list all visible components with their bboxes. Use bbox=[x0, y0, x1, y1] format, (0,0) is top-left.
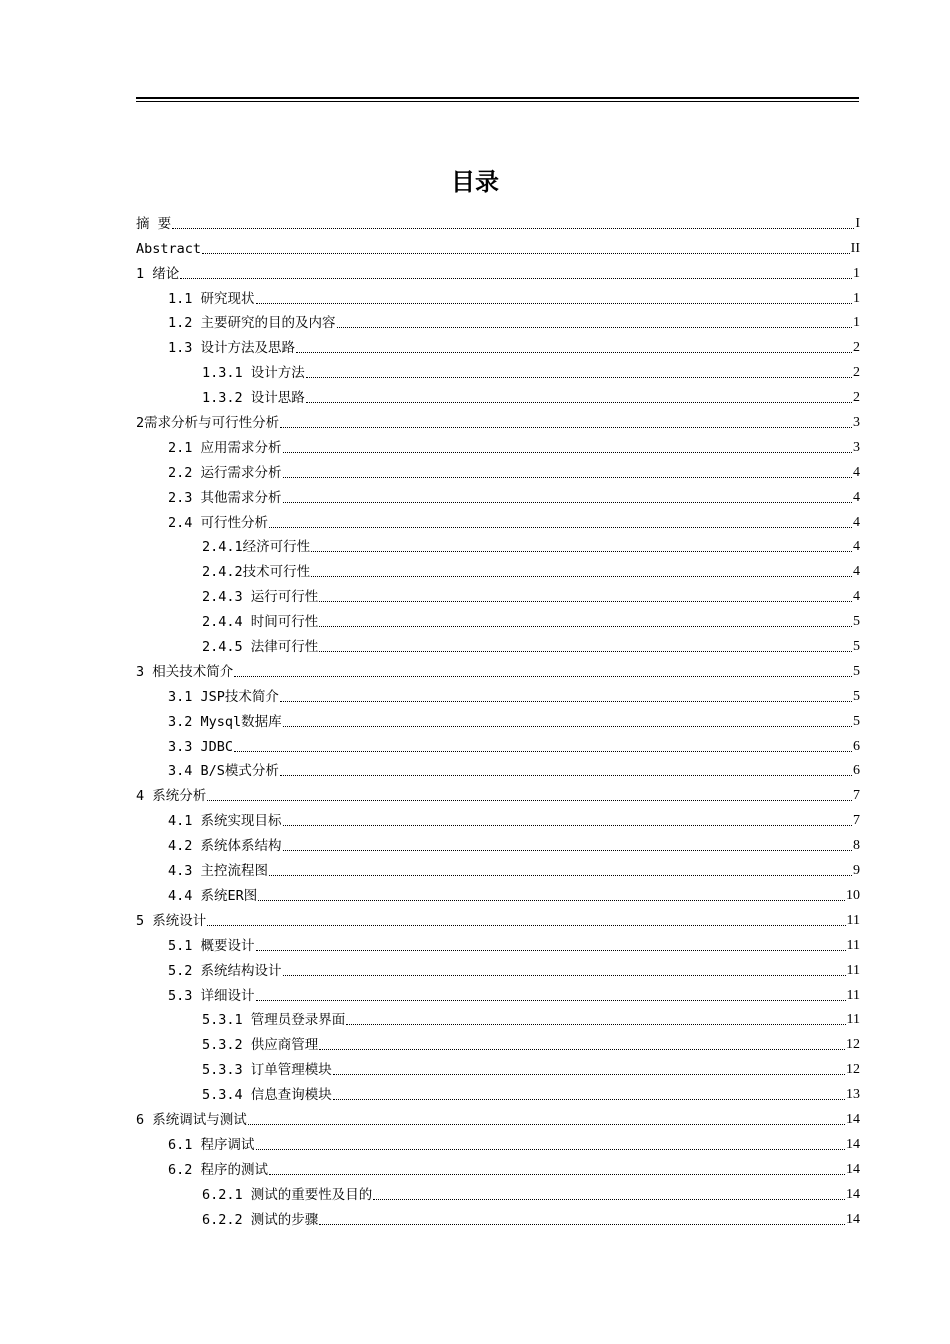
dot-leader bbox=[346, 1023, 845, 1025]
toc-entry[interactable] bbox=[136, 482, 860, 507]
toc-entry[interactable] bbox=[136, 332, 860, 357]
dot-leader bbox=[311, 575, 852, 577]
toc-entry-title: 3.2 Mysql数据库 bbox=[168, 713, 282, 730]
dot-leader bbox=[311, 550, 852, 552]
dot-leader bbox=[283, 725, 852, 727]
toc-entry-page: 1 bbox=[853, 315, 860, 331]
toc-entry-page: 10 bbox=[846, 887, 860, 903]
toc-entry-page: 6 bbox=[853, 763, 860, 779]
toc-entry-page: 2 bbox=[853, 390, 860, 406]
toc-entry-page: 5 bbox=[853, 614, 860, 630]
toc-entry-page: 4 bbox=[853, 589, 860, 605]
toc-entry-page: 5 bbox=[853, 688, 860, 704]
toc-entry[interactable] bbox=[136, 631, 860, 656]
toc-entry[interactable] bbox=[136, 1054, 860, 1079]
toc-entry-page: 11 bbox=[846, 1012, 860, 1028]
toc-entry-page: 4 bbox=[853, 564, 860, 580]
dot-leader bbox=[283, 476, 852, 478]
toc-entry[interactable] bbox=[136, 457, 860, 482]
toc-entry[interactable] bbox=[136, 507, 860, 532]
dot-leader bbox=[319, 625, 852, 627]
toc-entry[interactable] bbox=[136, 283, 860, 308]
toc-entry[interactable] bbox=[136, 432, 860, 457]
toc-entry-page: 7 bbox=[853, 788, 860, 804]
toc-entry-title: 5.3.4 信息查询模块 bbox=[202, 1087, 332, 1104]
toc-entry-page: 11 bbox=[846, 912, 860, 928]
dot-leader bbox=[269, 526, 852, 528]
toc-entry-title: 1.3 设计方法及思路 bbox=[168, 340, 296, 357]
dot-leader bbox=[269, 1173, 845, 1175]
toc-entry-page: 14 bbox=[846, 1111, 860, 1127]
toc-entry[interactable] bbox=[136, 532, 860, 557]
dot-leader bbox=[256, 1148, 845, 1150]
toc-entry[interactable] bbox=[136, 606, 860, 631]
toc-entry-title: 1.3.2 设计思路 bbox=[202, 390, 305, 407]
toc-entry-page: 14 bbox=[846, 1161, 860, 1177]
toc-entry-title: 5.3 详细设计 bbox=[168, 987, 255, 1004]
dot-leader bbox=[283, 849, 852, 851]
toc-entry-page: 11 bbox=[846, 987, 860, 1003]
toc-title: 目录 bbox=[451, 168, 499, 196]
toc-entry[interactable] bbox=[136, 357, 860, 382]
dot-leader bbox=[283, 974, 846, 976]
toc-entry-title: 6.2.2 测试的步骤 bbox=[202, 1211, 319, 1228]
toc-entry-page: I bbox=[855, 215, 860, 231]
toc-entry-page: II bbox=[850, 240, 860, 256]
toc-entry-title: 1.1 研究现状 bbox=[168, 290, 255, 307]
toc-entry-page: 11 bbox=[846, 962, 860, 978]
toc-entry-title: 4 系统分析 bbox=[136, 788, 207, 805]
dot-leader bbox=[180, 277, 852, 279]
toc-entry[interactable] bbox=[136, 681, 860, 706]
toc-entry[interactable] bbox=[136, 756, 860, 781]
toc-entry-title: 2.4.2技术可行性 bbox=[202, 564, 311, 581]
toc-entry[interactable] bbox=[136, 706, 860, 731]
toc-entry-page: 3 bbox=[853, 415, 860, 431]
toc-entry[interactable] bbox=[136, 1204, 860, 1229]
toc-entry-page: 5 bbox=[853, 639, 860, 655]
dot-leader bbox=[306, 401, 852, 403]
toc-entry-title: 5 系统设计 bbox=[136, 912, 207, 929]
toc-entry-title: 1.2 主要研究的目的及内容 bbox=[168, 315, 336, 332]
toc-entry-title: 1 绪论 bbox=[136, 265, 180, 282]
toc-entry[interactable] bbox=[136, 233, 860, 258]
dot-leader bbox=[258, 899, 845, 901]
toc-entry-title: 4.2 系统体系结构 bbox=[168, 838, 282, 855]
dot-leader bbox=[248, 1123, 845, 1125]
toc-entry[interactable] bbox=[136, 930, 860, 955]
toc-entry[interactable] bbox=[136, 880, 860, 905]
toc-entry-page: 13 bbox=[846, 1087, 860, 1103]
toc-entry-title: 5.1 概要设计 bbox=[168, 937, 255, 954]
toc-entry-title: 2.4.3 运行可行性 bbox=[202, 589, 319, 606]
toc-entry[interactable] bbox=[136, 830, 860, 855]
toc-entry[interactable] bbox=[136, 980, 860, 1005]
dot-leader bbox=[296, 351, 852, 353]
toc-entry-title: 2需求分析与可行性分析 bbox=[136, 415, 280, 432]
dot-leader bbox=[319, 1048, 845, 1050]
toc-entry[interactable] bbox=[136, 656, 860, 681]
toc-entry-title: 2.4.4 时间可行性 bbox=[202, 614, 319, 631]
toc-entry[interactable] bbox=[136, 1005, 860, 1030]
toc-entry[interactable] bbox=[136, 258, 860, 283]
toc-entry[interactable] bbox=[136, 855, 860, 880]
toc-entry-page: 12 bbox=[846, 1037, 860, 1053]
dot-leader bbox=[283, 501, 852, 503]
toc-entry-page: 14 bbox=[846, 1211, 860, 1227]
toc-entry-page: 1 bbox=[853, 265, 860, 281]
toc-entry[interactable] bbox=[136, 805, 860, 830]
dot-leader bbox=[234, 675, 852, 677]
dot-leader bbox=[283, 451, 852, 453]
toc-entry-title: 摘 要 bbox=[136, 215, 172, 232]
toc-entry-title: 6.2 程序的测试 bbox=[168, 1161, 269, 1178]
dot-leader bbox=[319, 1223, 845, 1225]
toc-entry[interactable] bbox=[136, 581, 860, 606]
toc-entry[interactable] bbox=[136, 1079, 860, 1104]
dot-leader bbox=[319, 600, 852, 602]
toc-entry-title: 2.1 应用需求分析 bbox=[168, 439, 282, 456]
toc-entry-page: 4 bbox=[853, 489, 860, 505]
toc-entry-title: 2.2 运行需求分析 bbox=[168, 464, 282, 481]
toc-entry-page: 3 bbox=[853, 439, 860, 455]
toc-entry-page: 5 bbox=[853, 663, 860, 679]
dot-leader bbox=[280, 426, 852, 428]
toc-entry-page: 4 bbox=[853, 464, 860, 480]
toc-entry-page: 11 bbox=[846, 937, 860, 953]
toc-entry-page: 2 bbox=[853, 340, 860, 356]
dot-leader bbox=[207, 924, 845, 926]
dot-leader bbox=[280, 700, 852, 702]
toc-entry[interactable] bbox=[136, 780, 860, 805]
header-rule-thick bbox=[136, 97, 859, 99]
toc-entry-page: 4 bbox=[853, 514, 860, 530]
dot-leader bbox=[373, 1198, 845, 1200]
toc-entry-title: 4.4 系统ER图 bbox=[168, 887, 258, 904]
toc-entry-title: 3.4 B/S模式分析 bbox=[168, 763, 279, 780]
dot-leader bbox=[337, 326, 852, 328]
toc-entry-page: 14 bbox=[846, 1136, 860, 1152]
header-rule-thin bbox=[136, 101, 859, 102]
toc-entry-title: 3.1 JSP技术简介 bbox=[168, 688, 279, 705]
toc-entry-page: 12 bbox=[846, 1062, 860, 1078]
toc-entry-title: 4.3 主控流程图 bbox=[168, 863, 269, 880]
dot-leader bbox=[280, 774, 852, 776]
toc-entry[interactable] bbox=[136, 208, 860, 233]
toc-entry-title: 5.3.2 供应商管理 bbox=[202, 1037, 319, 1054]
dot-leader bbox=[256, 999, 846, 1001]
dot-leader bbox=[256, 949, 846, 951]
toc-entry-title: 2.3 其他需求分析 bbox=[168, 489, 282, 506]
toc-entry-page: 4 bbox=[853, 539, 860, 555]
toc-entry[interactable] bbox=[136, 407, 860, 432]
toc-entry-title: 6.1 程序调试 bbox=[168, 1136, 255, 1153]
toc-entry[interactable] bbox=[136, 1104, 860, 1129]
toc-entry-page: 7 bbox=[853, 813, 860, 829]
toc-entry-title: 2.4 可行性分析 bbox=[168, 514, 269, 531]
toc-entry-title: 2.4.1经济可行性 bbox=[202, 539, 311, 556]
toc-entry-page: 9 bbox=[853, 863, 860, 879]
toc-entry-page: 5 bbox=[853, 713, 860, 729]
toc-entry-page: 2 bbox=[853, 365, 860, 381]
dot-leader bbox=[333, 1098, 845, 1100]
toc-entry-page: 14 bbox=[846, 1186, 860, 1202]
toc-entry[interactable] bbox=[136, 1179, 860, 1204]
toc-entry-title: 6.2.1 测试的重要性及目的 bbox=[202, 1186, 373, 1203]
toc-entry-title: Abstract bbox=[136, 240, 202, 257]
toc-entry[interactable] bbox=[136, 731, 860, 756]
toc-entry-title: 2.4.5 法律可行性 bbox=[202, 639, 319, 656]
toc-entry-title: 3 相关技术简介 bbox=[136, 663, 234, 680]
dot-leader bbox=[333, 1073, 845, 1075]
toc-entry[interactable] bbox=[136, 1154, 860, 1179]
toc-entry-title: 5.3.3 订单管理模块 bbox=[202, 1062, 332, 1079]
toc-entry[interactable] bbox=[136, 382, 860, 407]
toc-entry-title: 5.2 系统结构设计 bbox=[168, 962, 282, 979]
toc-entry-title: 3.3 JDBC bbox=[168, 738, 234, 755]
dot-leader bbox=[256, 302, 852, 304]
toc-entry[interactable] bbox=[136, 556, 860, 581]
dot-leader bbox=[234, 750, 852, 752]
dot-leader bbox=[283, 824, 852, 826]
toc-entry-title: 1.3.1 设计方法 bbox=[202, 365, 305, 382]
toc-entry[interactable] bbox=[136, 955, 860, 980]
dot-leader bbox=[207, 799, 852, 801]
toc-entry-title: 6 系统调试与测试 bbox=[136, 1111, 247, 1128]
toc-entry-title: 4.1 系统实现目标 bbox=[168, 813, 282, 830]
toc-entry-page: 8 bbox=[853, 838, 860, 854]
toc-entry-page: 1 bbox=[853, 290, 860, 306]
toc-entry[interactable] bbox=[136, 1129, 860, 1154]
table-of-contents bbox=[136, 208, 860, 1229]
dot-leader bbox=[202, 252, 850, 254]
toc-entry-title: 5.3.1 管理员登录界面 bbox=[202, 1012, 346, 1029]
dot-leader bbox=[172, 227, 854, 229]
toc-entry[interactable] bbox=[136, 308, 860, 333]
toc-entry[interactable] bbox=[136, 1029, 860, 1054]
dot-leader bbox=[269, 874, 852, 876]
toc-entry-page: 6 bbox=[853, 738, 860, 754]
toc-entry[interactable] bbox=[136, 905, 860, 930]
dot-leader bbox=[306, 376, 852, 378]
dot-leader bbox=[319, 650, 852, 652]
